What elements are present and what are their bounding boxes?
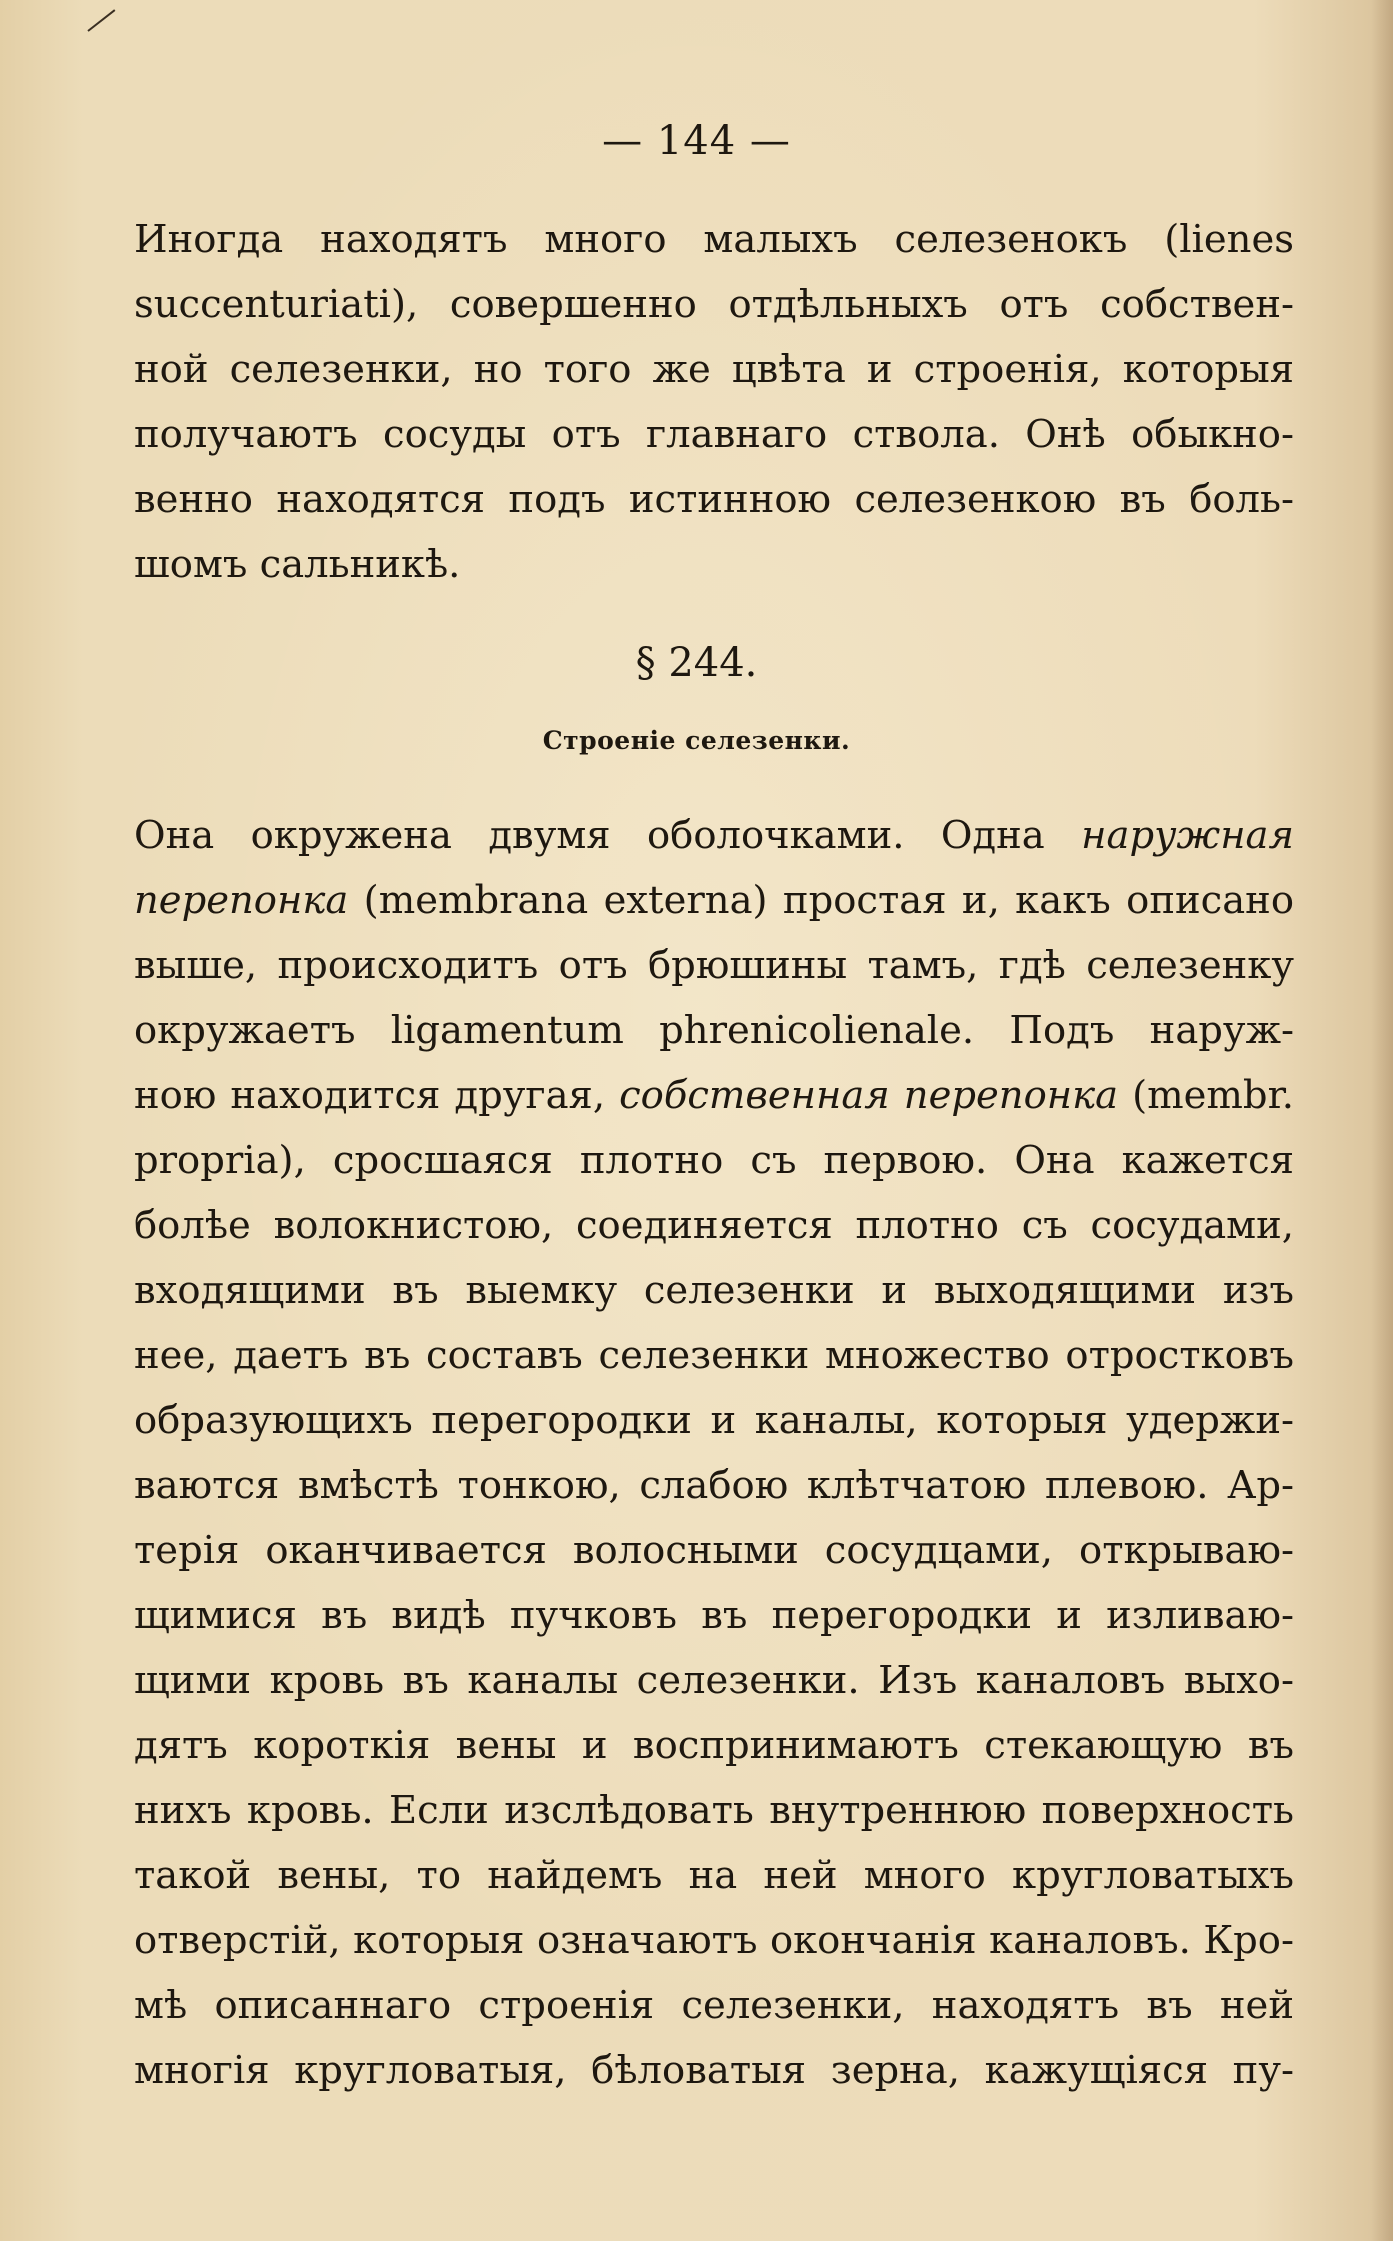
italic-term: перепонка <box>134 878 349 923</box>
section-number: § 244. <box>635 640 758 686</box>
text-run: (membr. <box>1118 1073 1294 1118</box>
section-title: Строеніе селезенки. <box>542 726 851 755</box>
text-line: ной селезенки, но того же цвѣта и строенія, которыя <box>134 347 1294 392</box>
text-line: такой вены, то найдемъ на ней много кругловатыхъ <box>134 1853 1294 1898</box>
page-number: — 144 — <box>602 118 791 164</box>
text-line: succenturiati), совершенно отдѣльныхъ отъ собствен- <box>134 282 1294 327</box>
text-line: нихъ кровь. Если изслѣдовать внутреннюю поверхность <box>134 1788 1294 1833</box>
pencil-mark <box>87 9 115 32</box>
text-line <box>134 868 1294 933</box>
text-line: болѣе волокнистою, соединяется плотно съ сосудами, <box>134 1203 1294 1248</box>
paragraph-2 <box>134 803 1294 2103</box>
text-line: мѣ описаннаго строенія селезенки, находятъ въ ней <box>134 1983 1294 2028</box>
text-line: образующихъ перегородки и каналы, которыя удержи- <box>134 1398 1294 1443</box>
text-run: ною находится другая, <box>134 1073 620 1118</box>
text-line: propria), сросшаяся плотно съ первою. Она кажется <box>134 1138 1294 1183</box>
text-line: шомъ сальникѣ. <box>134 542 461 587</box>
paragraph-1 <box>134 207 1294 597</box>
text-line: щими кровь въ каналы селезенки. Изъ каналовъ выхо- <box>134 1658 1294 1703</box>
text-line: многія кругловатыя, бѣловатыя зерна, кажущіяся пу- <box>134 2048 1294 2093</box>
text-line: окружаетъ ligamentum phrenicolienale. Подъ наруж- <box>134 1008 1294 1053</box>
italic-term: наружная <box>1081 813 1294 858</box>
text-line: Иногда находятъ много малыхъ селезенокъ (lienes <box>134 217 1294 262</box>
text-line <box>134 803 1294 868</box>
text-line: венно находятся подъ истинною селезенкою въ боль- <box>134 477 1294 522</box>
italic-term: собственная перепонка <box>619 1073 1119 1118</box>
text-line: выше, происходитъ отъ брюшины тамъ, гдѣ селезенку <box>134 943 1294 988</box>
page-edge-shadow <box>1371 0 1393 2241</box>
text-line: щимися въ видѣ пучковъ въ перегородки и изливаю- <box>134 1593 1294 1638</box>
text-line: получаютъ сосуды отъ главнаго ствола. Онѣ обыкно- <box>134 412 1294 457</box>
text-line: входящими въ выемку селезенки и выходящими изъ <box>134 1268 1294 1313</box>
text-line: терія оканчивается волосными сосудцами, открываю- <box>134 1528 1294 1573</box>
text-line <box>134 1063 1294 1128</box>
text-run: (membrana externa) простая и, какъ описано <box>348 878 1294 923</box>
text-line: ваются вмѣстѣ тонкою, слабою клѣтчатою плевою. Ар- <box>134 1463 1294 1508</box>
text-line: дятъ короткія вены и воспринимаютъ стекающую въ <box>134 1723 1294 1768</box>
text-line: отверстій, которыя означаютъ окончанія каналовъ. Кро- <box>134 1918 1294 1963</box>
text-line: нее, даетъ въ составъ селезенки множество отростковъ <box>134 1333 1294 1378</box>
text-run: Она окружена двумя оболочками. Одна <box>134 813 1082 858</box>
